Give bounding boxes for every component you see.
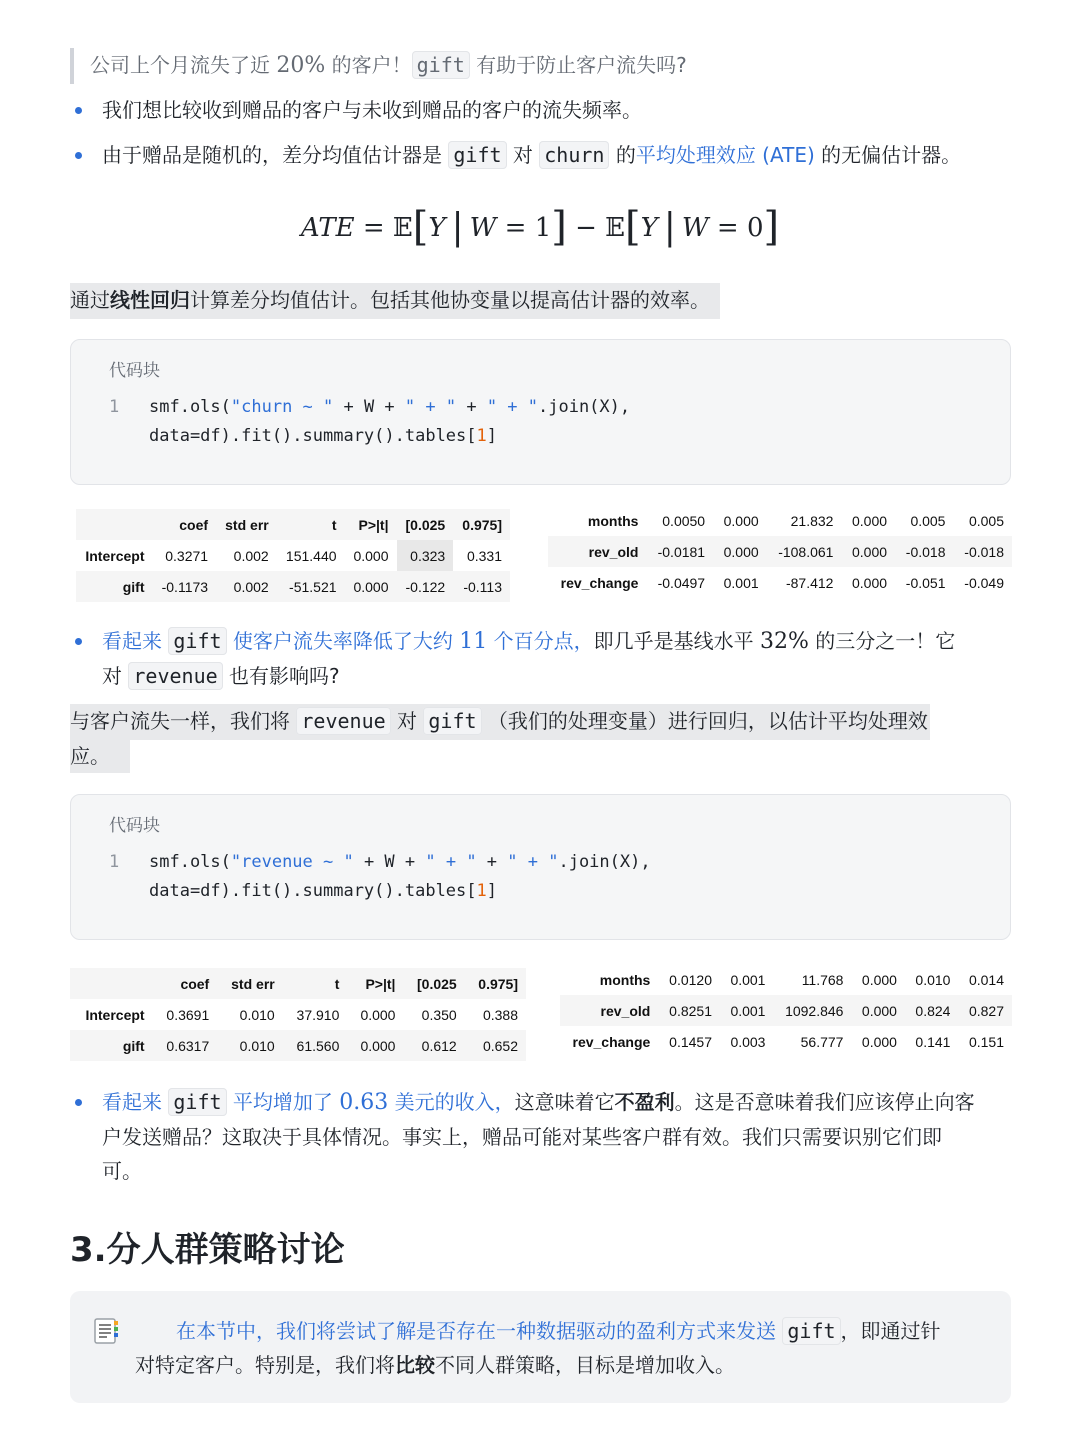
table-cell: 0.001 [723, 574, 759, 591]
table-cell: -0.122 [397, 571, 454, 602]
callout-box [70, 1291, 1011, 1403]
memo-icon [94, 1317, 120, 1345]
table-cell: 0.000 [861, 1033, 897, 1050]
code-token: data=df).fit().summary().tables[ [149, 881, 477, 901]
code-token: smf.ols( [149, 397, 231, 417]
bullet-3-line-2-b: 也有影响吗? [222, 664, 340, 688]
bullet-dot [75, 152, 82, 159]
table-cell: 0.000 [347, 1030, 403, 1061]
table-cell: 21.832 [790, 512, 834, 529]
table-header-cell: [0.025 [403, 968, 464, 999]
table-header-cell: t [283, 968, 348, 999]
table-header-cell: coef [153, 968, 218, 999]
formula-bracket-close-1: ] [551, 204, 567, 250]
bullet-4-link-c: 美元的收入， [388, 1090, 515, 1114]
table-cell: 0.000 [723, 512, 759, 529]
table-cell: 0.010 [915, 971, 951, 988]
table-cell: 0.331 [466, 547, 502, 564]
blockquote-text [90, 48, 687, 83]
formula-bar-1: | [451, 207, 464, 248]
section-heading: 3.分人群策略讨论 [70, 1230, 345, 1270]
bullet-3-link-a: 看起来 [102, 629, 169, 653]
table-header-cell: [0.025 [397, 509, 454, 540]
table-header-row [70, 968, 526, 999]
code-token: + [456, 397, 487, 417]
table-row [76, 571, 510, 602]
table-cell: 0.010 [217, 1030, 282, 1061]
para-2-code-gift: gift [423, 707, 481, 735]
para-2-text-a: 与客户流失一样，我们将 [70, 709, 297, 733]
bullet-3-text-b: 的三分之一！它 [808, 629, 956, 653]
code-number: 1 [476, 881, 487, 901]
table-cell: 0.3271 [165, 547, 209, 564]
para-1-text-b: 计算差分均值估计。包括其他协变量以提高估计器的效率。 [190, 288, 710, 312]
table-cell: 56.777 [800, 1033, 844, 1050]
table-header-cell: t [277, 509, 345, 540]
row-label-cell: rev_change [560, 574, 639, 591]
table-cell: 0.612 [403, 1030, 464, 1061]
table-header-cell [76, 509, 152, 540]
bullet-2-text-d: 的无偏估计器。 [814, 143, 962, 167]
paragraph-revenue-regression-line-2 [70, 739, 130, 773]
formula-expectation-1: 𝔼 [392, 213, 413, 243]
table-header-cell: std err [217, 968, 282, 999]
table-row [560, 995, 1012, 1026]
table-cell: 0.000 [861, 971, 897, 988]
code-block-label: 代码块 [109, 361, 160, 381]
callout-line-2 [135, 1348, 735, 1382]
formula-bracket-open-2: [ [625, 204, 641, 250]
bullet-dot [75, 638, 82, 645]
bullet-item-3-line-2 [102, 659, 340, 693]
table-row [560, 1026, 1012, 1057]
table-header-cell: P>|t| [345, 509, 397, 540]
table-header-cell [70, 968, 153, 999]
bullet-dot [75, 107, 82, 114]
row-label-cell: months [599, 971, 651, 988]
regression-table-revenue-right [560, 964, 1012, 1057]
bullet-3-text-a: 即几乎是基线水平 [593, 629, 760, 653]
table-cell: 0.000 [851, 574, 888, 591]
table-cell: 0.350 [421, 1006, 457, 1023]
quote-text-b: 的客户！ [325, 53, 412, 77]
table-cell: -0.1173 [152, 571, 216, 602]
callout-link: 在本节中，我们将尝试了解是否存在一种数据驱动的盈利方式来发送 [176, 1319, 783, 1343]
formula-w-1: W [469, 213, 497, 243]
code-string: " + " [507, 852, 559, 872]
table-cell: 0.000 [841, 536, 895, 567]
table-cell: -87.412 [785, 574, 834, 591]
bullet-3-math-11: 11 [459, 629, 488, 654]
bullet-4-text-b: 。这是否意味着我们应该停止向客 [674, 1090, 975, 1114]
formula-bracket-open-1: [ [412, 204, 429, 250]
table-cell: 0.151 [968, 1033, 1004, 1050]
formula-y-1: Y [428, 213, 446, 243]
callout-line-2-b: 不同人群策略，目标是增加收入。 [435, 1353, 735, 1377]
table-cell: 0.6317 [153, 1030, 218, 1061]
bullet-2-text-a: 由于赠品是随机的，差分均值估计器是 [102, 143, 449, 167]
regression-table-revenue-left [70, 968, 526, 1061]
para-2-line-2: 应。 [70, 744, 110, 768]
table-cell: -0.0497 [657, 574, 706, 591]
table-header-cell: coef [152, 509, 216, 540]
table-cell: 0.014 [968, 971, 1004, 988]
code-line-1-continued [149, 881, 497, 901]
code-token: .join(X), [558, 852, 651, 872]
para-1-bold: 线性回归 [110, 288, 190, 312]
formula-y-2: Y [640, 213, 658, 243]
code-block-churn[interactable] [70, 339, 1011, 485]
quote-text-c: 有助于防止客户流失吗? [469, 53, 687, 77]
bullet-2-text-c: 的 [609, 143, 636, 167]
quote-code-gift: gift [412, 51, 470, 79]
code-token: + W + [353, 852, 426, 872]
formula-eq: = [354, 213, 393, 243]
code-token: + [476, 852, 508, 872]
quote-text-a: 公司上个月流失了近 [90, 53, 277, 77]
bullet-3-code-gift: gift [168, 627, 226, 655]
code-token: data=df).fit().summary().tables[ [149, 426, 477, 446]
table-cell: -0.113 [453, 571, 510, 602]
table-header-cell: std err [216, 509, 277, 540]
row-label-cell: Intercept [85, 547, 145, 564]
table-cell: -51.521 [277, 571, 345, 602]
code-line-number: 1 [109, 852, 120, 872]
table-cell: 0.388 [482, 1006, 518, 1023]
para-2-text-b: 对 [390, 709, 424, 733]
para-1-text-a: 通过 [70, 288, 110, 312]
bullet-2-code-churn: churn [539, 141, 609, 169]
callout-bold: 比较 [395, 1353, 435, 1377]
code-string: " + " [425, 852, 477, 872]
formula-bracket-close-2: ] [763, 204, 780, 250]
bullet-4-code-gift: gift [168, 1088, 226, 1116]
code-token: smf.ols( [149, 852, 231, 872]
table-row [70, 1030, 526, 1061]
formula-minus: − [566, 213, 606, 243]
table-row [560, 964, 1012, 995]
table-cell: 151.440 [285, 547, 337, 564]
table-cell: 0.3691 [166, 1006, 210, 1023]
bullet-3-line-2-a: 对 [102, 664, 129, 688]
table-cell: 0.003 [730, 1033, 766, 1050]
code-token: .join(X), [538, 397, 631, 417]
formula-expectation-2: 𝔼 [605, 213, 625, 243]
bullet-item-2 [102, 138, 961, 172]
code-string: "churn ~ " [230, 397, 334, 417]
formula-bar-2: | [663, 207, 676, 248]
table-cell: 0.1457 [669, 1033, 712, 1050]
formula-value-2: = 0 [708, 213, 764, 243]
paragraph-linear-regression [70, 283, 720, 319]
table-header-cell: 0.975] [465, 968, 526, 999]
table-cell: -0.051 [905, 574, 946, 591]
formula-value-1: = 1 [496, 213, 552, 243]
bullet-4-bold: 不盈利 [614, 1090, 675, 1114]
ate-formula [0, 200, 1080, 255]
callout-code-gift: gift [782, 1317, 840, 1345]
table-cell: 0.000 [353, 547, 389, 564]
table-cell: 61.560 [283, 1030, 348, 1061]
code-token: ] [486, 426, 498, 446]
table-cell: -0.018 [953, 536, 1012, 567]
formula-w-2: W [681, 213, 709, 243]
table-cell: 1092.846 [773, 995, 851, 1026]
quote-math-percent: 20% [276, 53, 326, 78]
table-row [548, 536, 1012, 567]
code-string: "revenue ~ " [230, 852, 354, 872]
callout-line-2-a: 对特定客户。特别是，我们将 [135, 1353, 395, 1377]
table-cell: 0.002 [233, 547, 269, 564]
bullet-4-math-063: 0.63 [339, 1090, 389, 1115]
table-cell: 0.005 [968, 512, 1004, 529]
table-cell: 0.323 [397, 540, 454, 571]
table-cell: 0.652 [465, 1030, 526, 1061]
bullet-1-text: 我们想比较收到赠品的客户与未收到赠品的客户的流失频率。 [102, 98, 642, 122]
table-row [548, 505, 1012, 536]
bullet-item-4-line-2 [102, 1120, 942, 1154]
table-cell: 0.0120 [669, 971, 712, 988]
bullet-item-4 [102, 1085, 975, 1120]
table-header-row [76, 509, 510, 540]
table-header-cell: P>|t| [347, 968, 403, 999]
table-row [76, 540, 510, 571]
code-line-number: 1 [109, 397, 120, 417]
row-label-cell: rev_change [572, 1033, 651, 1050]
code-number: 1 [476, 426, 487, 446]
code-block-revenue[interactable] [70, 794, 1011, 940]
row-label-cell: gift [76, 571, 152, 602]
table-cell: 0.001 [720, 995, 774, 1026]
table-cell: 0.001 [730, 971, 766, 988]
bullet-item-1 [102, 93, 642, 127]
paragraph-revenue-regression [70, 704, 930, 740]
regression-table-churn-right [548, 505, 1012, 598]
row-label-cell: months [587, 512, 639, 529]
bullet-3-math-32: 32% [759, 629, 809, 654]
bullet-4-text-a: 这意味着它 [514, 1090, 615, 1114]
table-cell: 0.005 [910, 512, 946, 529]
bullet-2-code-gift: gift [448, 141, 506, 169]
table-cell: 0.010 [239, 1006, 275, 1023]
formula-ate: ATE [300, 213, 355, 243]
code-string: " + " [404, 397, 457, 417]
para-2-text-c: （我们的处理变量）进行回归，以估计平均处理效 [481, 709, 928, 733]
code-string: " + " [486, 397, 538, 417]
table-cell: -0.018 [895, 536, 953, 567]
bullet-3-link-c: 个百分点， [487, 629, 594, 653]
bullet-item-4-line-3 [102, 1154, 142, 1188]
table-cell: 0.000 [851, 995, 905, 1026]
table-row [70, 999, 526, 1030]
table-cell: 0.000 [360, 1006, 396, 1023]
table-cell: 0.000 [713, 536, 767, 567]
bullet-4-link-a: 看起来 [102, 1090, 169, 1114]
table-cell: 0.002 [216, 571, 277, 602]
bullet-2-text-b: 对 [506, 143, 540, 167]
code-token: ] [486, 881, 498, 901]
regression-table-churn-left [76, 509, 510, 602]
row-label-cell: gift [70, 1030, 153, 1061]
table-cell: -0.049 [964, 574, 1004, 591]
bullet-dot [75, 1099, 82, 1106]
table-cell: 0.141 [915, 1033, 951, 1050]
callout-line-1 [176, 1314, 941, 1348]
table-cell: 11.768 [801, 971, 844, 988]
bullet-item-3 [102, 624, 955, 659]
code-line-1 [149, 397, 630, 417]
code-line-1 [149, 852, 651, 872]
code-line-1-continued [149, 426, 497, 446]
table-cell: 0.000 [851, 512, 888, 529]
table-cell: 0.824 [905, 995, 959, 1026]
callout-text-a: ，即通过针 [840, 1319, 941, 1343]
table-header-cell: 0.975] [453, 509, 510, 540]
para-2-code-revenue: revenue [296, 707, 390, 735]
table-cell: 0.8251 [658, 995, 720, 1026]
bullet-3-link-b: 使客户流失率降低了大约 [226, 629, 460, 653]
row-label-cell: rev_old [548, 536, 646, 567]
table-cell: 0.827 [958, 995, 1012, 1026]
table-cell: -0.0181 [646, 536, 713, 567]
ate-link[interactable]: 平均处理效应 (ATE) [635, 143, 815, 167]
code-token: + W + [333, 397, 405, 417]
table-cell: 0.0050 [662, 512, 706, 529]
row-label-cell: Intercept [85, 1006, 145, 1023]
bullet-4-line-2: 户发送赠品？这取决于具体情况。事实上，赠品可能对某些客户群有效。我们只需要识别它们即 [102, 1125, 942, 1149]
table-cell: 0.000 [345, 571, 397, 602]
bullet-4-link-b: 平均增加了 [226, 1090, 340, 1114]
blockquote-bar [70, 48, 74, 84]
table-cell: 37.910 [296, 1006, 340, 1023]
bullet-3-code-revenue: revenue [128, 662, 222, 690]
code-block-label: 代码块 [109, 816, 160, 836]
table-row [548, 567, 1012, 598]
row-label-cell: rev_old [560, 995, 658, 1026]
table-cell: -108.061 [767, 536, 842, 567]
bullet-4-line-3: 可。 [102, 1159, 142, 1183]
